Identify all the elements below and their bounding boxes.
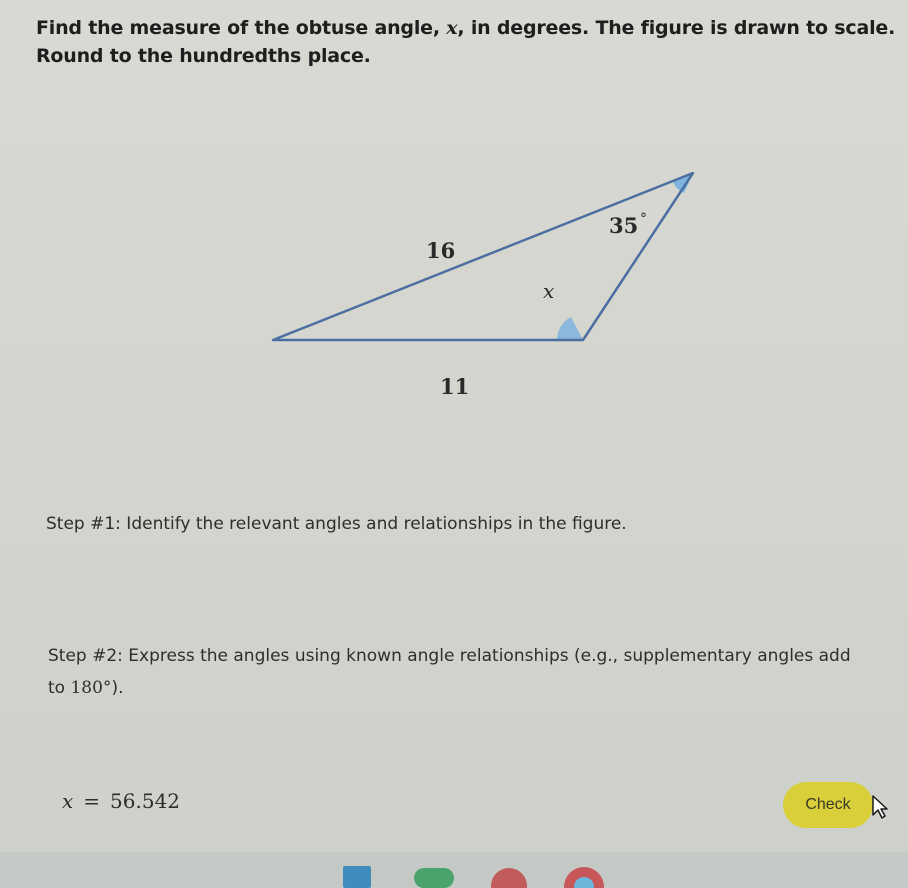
step-2-value: 180° <box>70 678 112 698</box>
taskbar-app-icon[interactable] <box>343 866 371 888</box>
answer-variable: x <box>62 789 74 813</box>
step-1-text: Step #1: Identify the relevant angles and relationships in the figure. <box>46 514 627 534</box>
taskbar-app-icon[interactable] <box>489 866 529 888</box>
angle-label-x: x <box>543 279 555 303</box>
answer-value[interactable]: 56.542 <box>110 789 181 813</box>
side-label-11: 11 <box>440 374 470 399</box>
question-text-end: , in degrees. The figure is drawn to scale. Round to the hundredths place. <box>36 17 896 67</box>
angle-label-35: 35 <box>609 213 639 238</box>
answer-field[interactable] <box>62 789 180 813</box>
step-2-text <box>48 640 868 704</box>
step-2-body: Step #2: Express the angles using known angle relationships (e.g., supplementary angles add to <box>48 646 851 698</box>
cursor-icon <box>870 795 890 819</box>
answer-equals: = <box>83 789 101 813</box>
taskbar-app-icon[interactable] <box>414 866 454 888</box>
check-button[interactable]: Check <box>783 782 873 828</box>
taskbar-app-icon[interactable] <box>563 866 605 888</box>
question-text <box>36 14 898 70</box>
question-variable: x <box>446 17 458 39</box>
angle-x-shading <box>557 317 583 340</box>
triangle-figure <box>260 165 700 405</box>
side-label-16: 16 <box>426 238 456 263</box>
question-text-start: Find the measure of the obtuse angle, <box>36 17 447 39</box>
taskbar <box>0 852 908 888</box>
triangle-shape <box>273 173 693 340</box>
step-2-end: ). <box>111 678 124 698</box>
degree-symbol: ° <box>640 211 647 227</box>
